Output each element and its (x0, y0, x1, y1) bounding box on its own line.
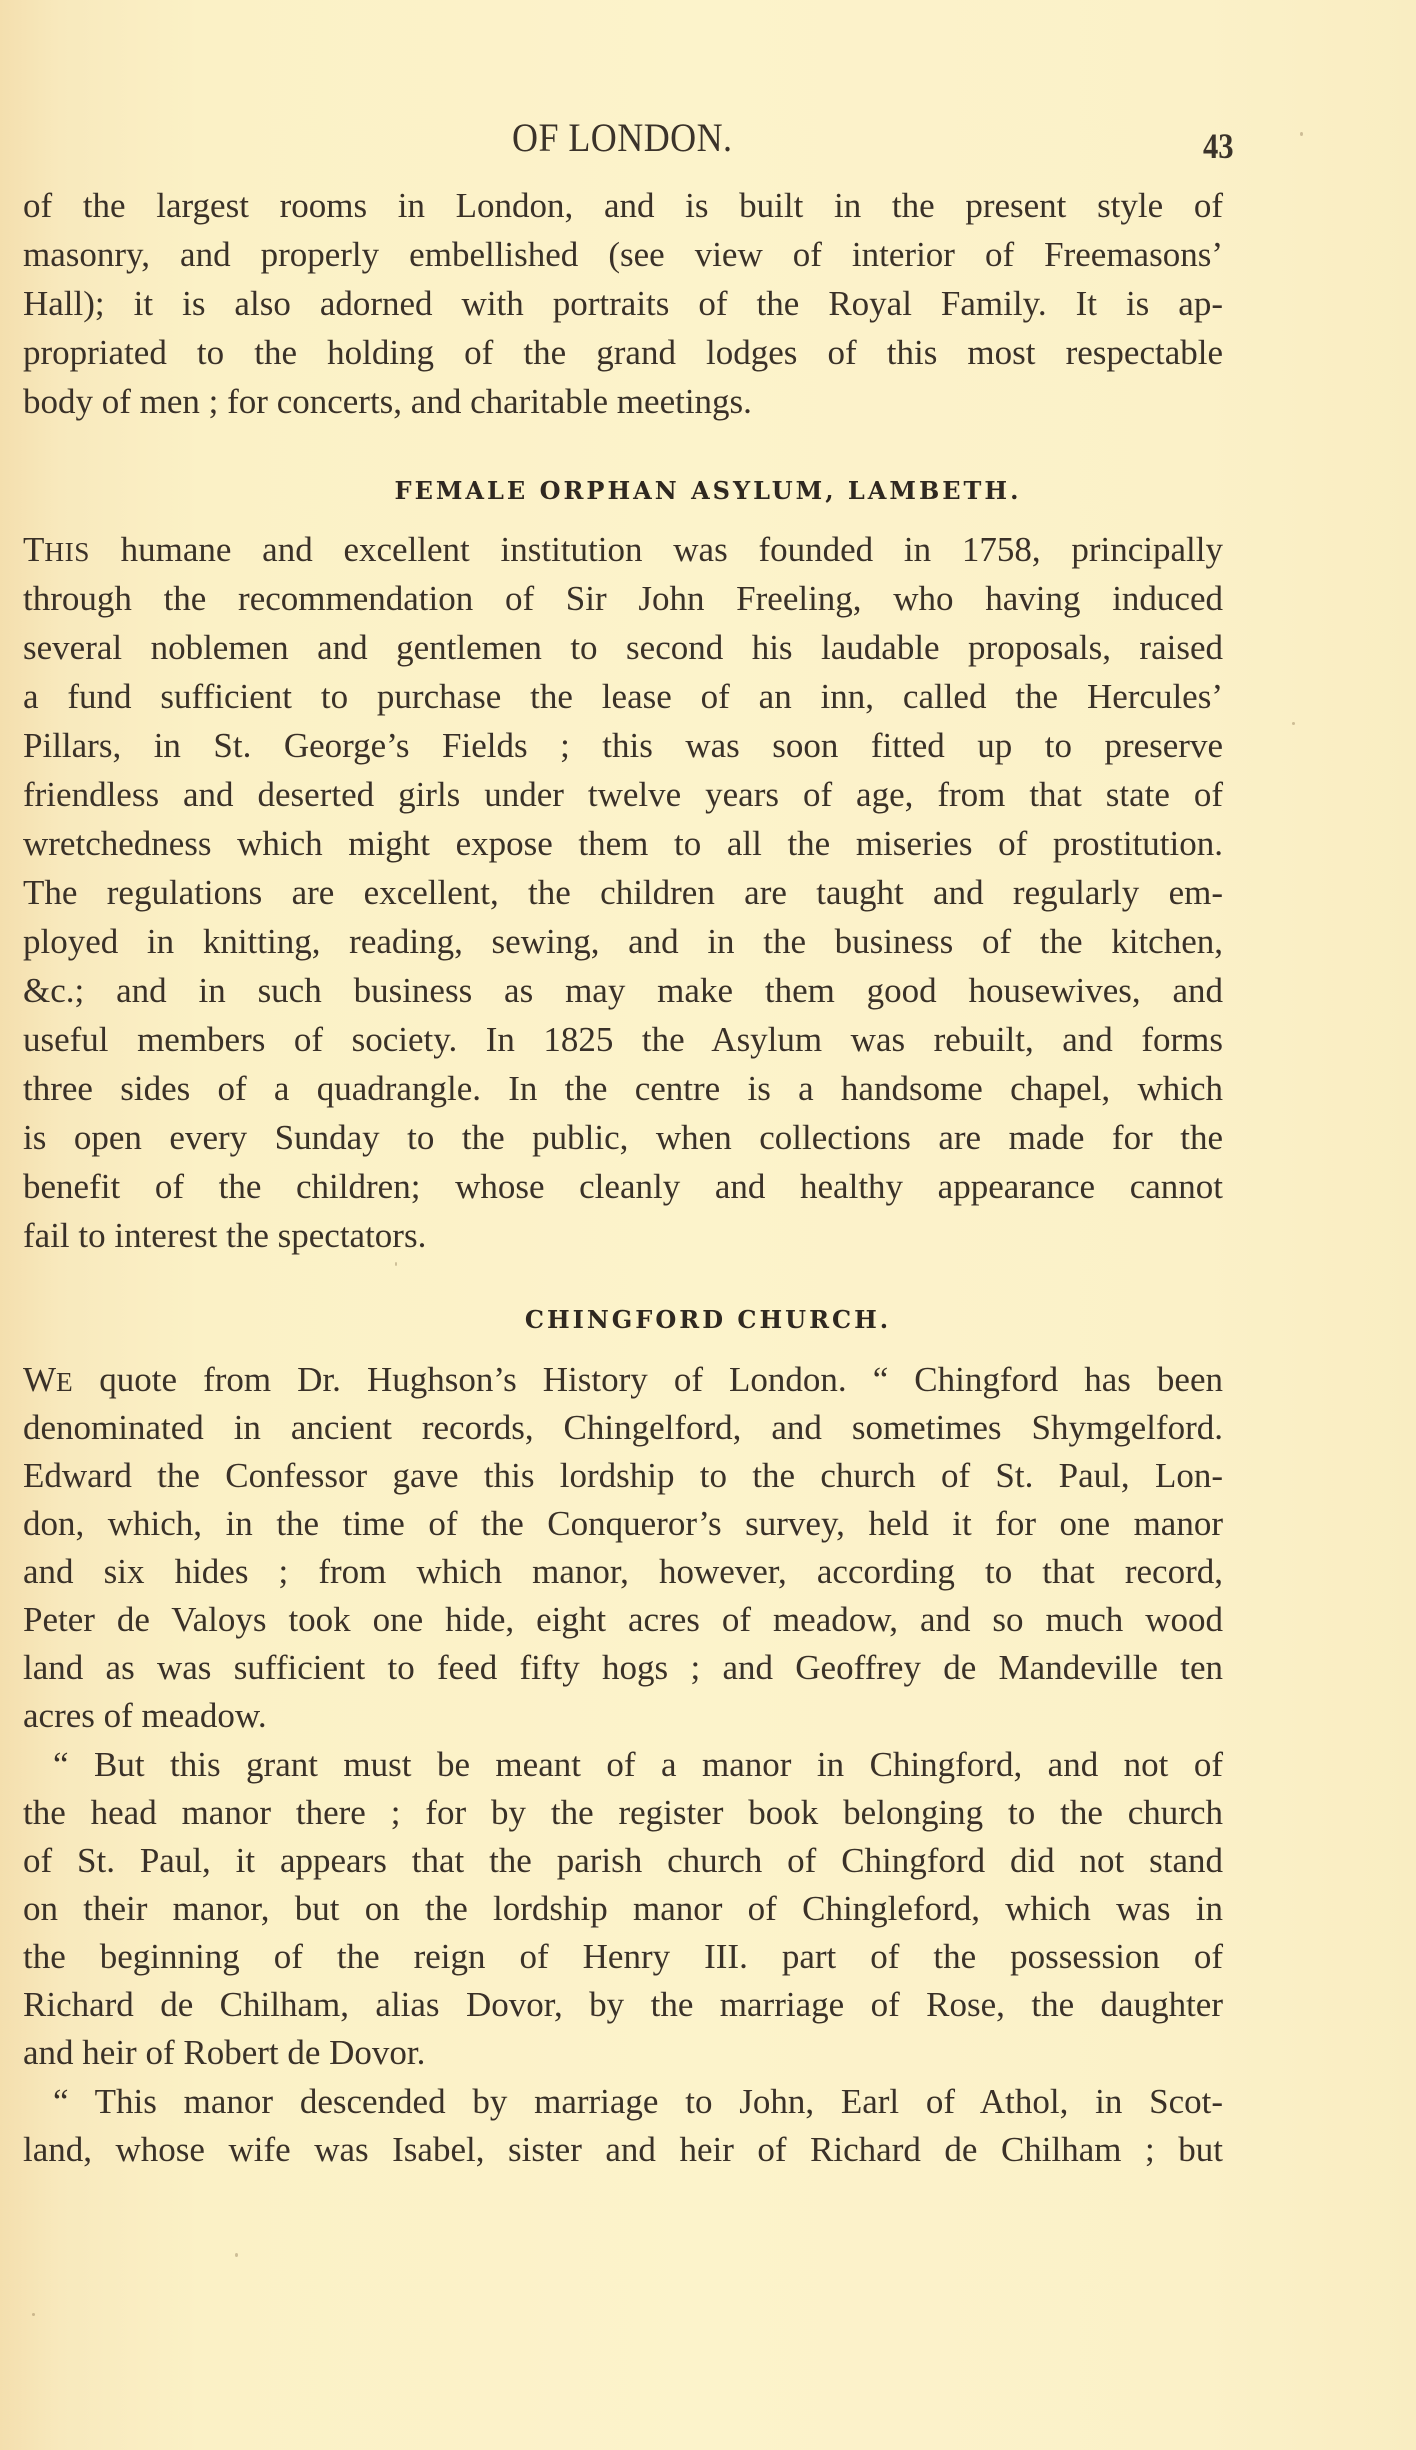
text-line: a fund sufficient to purchase the lease of an inn, called the Hercules’ (23, 677, 1223, 716)
text-line-first (23, 528, 1223, 572)
text-line: denominated in ancient records, Chingelford, and sometimes Shymgelford. (23, 1408, 1223, 1447)
text-line: Pillars, in St. George’s Fields ; this was soon fitted up to preserve (23, 726, 1223, 765)
text-line: of St. Paul, it appears that the parish church of Chingford did not stand (23, 1841, 1223, 1880)
lead-small-caps: E (56, 1367, 74, 1397)
text-line: is open every Sunday to the public, when collections are made for the (23, 1118, 1223, 1157)
text-line: land, whose wife was Isabel, sister and heir of Richard de Chilham ; but (23, 2130, 1223, 2169)
text-line: &c.; and in such business as may make them good housewives, and (23, 971, 1223, 1010)
paper-speck (1292, 722, 1295, 725)
text-line: Peter de Valoys took one hide, eight acres of meadow, and so much wood (23, 1600, 1223, 1639)
text-line: land as was sufficient to feed fifty hogs ; and Geoffrey de Mandeville ten (23, 1648, 1223, 1687)
text-line: acres of meadow. (23, 1696, 267, 1735)
paper-speck (235, 2253, 238, 2257)
text-line: three sides of a quadrangle. In the centre is a handsome chapel, which (23, 1069, 1223, 1108)
text-line: the head manor there ; for by the register book belonging to the church (23, 1793, 1223, 1832)
text-line: through the recommendation of Sir John Freeling, who having induced (23, 579, 1223, 618)
running-title: OF LONDON. (512, 115, 733, 160)
text-line: wretchedness which might expose them to all the miseries of prostitution. (23, 824, 1223, 863)
section-heading-chingford-church: CHINGFORD CHURCH. (524, 1305, 892, 1334)
lead-initial: T (23, 530, 45, 569)
text-line-first (23, 1358, 1223, 1402)
first-line-rest: humane and excellent institution was founded in 1758, principally (89, 530, 1223, 569)
text-line: several noblemen and gentlemen to second his laudable proposals, raised (23, 628, 1223, 667)
page-number: 43 (1203, 126, 1234, 166)
first-line-rest: quote from Dr. Hughson’s History of London. “ Chingford has been (73, 1360, 1223, 1399)
text-line: and heir of Robert de Dovor. (23, 2033, 426, 2072)
text-line: of the largest rooms in London, and is built in the present style of (23, 186, 1223, 225)
running-head (0, 115, 1416, 166)
text-line: propriated to the holding of the grand lodges of this most respectable (23, 333, 1223, 372)
paper-speck (1300, 132, 1303, 136)
text-line: body of men ; for concerts, and charitable meetings. (23, 382, 752, 421)
section-heading-female-orphan-asylum: FEMALE ORPHAN ASYLUM, LAMBETH. (394, 476, 1022, 505)
text-line: Richard de Chilham, alias Dovor, by the marriage of Rose, the daughter (23, 1985, 1223, 2024)
text-line: and six hides ; from which manor, however, according to that record, (23, 1552, 1223, 1591)
text-line: masonry, and properly embellished (see view of interior of Freemasons’ (23, 235, 1223, 274)
text-line: the beginning of the reign of Henry III. part of the possession of (23, 1937, 1223, 1976)
text-line: ployed in knitting, reading, sewing, and in the business of the kitchen, (23, 922, 1223, 961)
text-line: “ But this grant must be meant of a manor in Chingford, and not of (53, 1745, 1223, 1784)
text-line: useful members of society. In 1825 the Asylum was rebuilt, and forms (23, 1020, 1223, 1059)
paper-speck (32, 2313, 35, 2316)
text-line: don, which, in the time of the Conqueror’s survey, held it for one manor (23, 1504, 1223, 1543)
text-line: fail to interest the spectators. (23, 1216, 427, 1255)
text-line: friendless and deserted girls under twelve years of age, from that state of (23, 775, 1223, 814)
text-line: on their manor, but on the lordship manor of Chingleford, which was in (23, 1889, 1223, 1928)
text-line: “ This manor descended by marriage to John, Earl of Athol, in Scot- (53, 2082, 1223, 2121)
text-line: benefit of the children; whose cleanly and healthy appearance cannot (23, 1167, 1223, 1206)
paper-speck (395, 1262, 397, 1266)
lead-small-caps: HIS (44, 537, 90, 567)
text-line: The regulations are excellent, the children are taught and regularly em- (23, 873, 1223, 912)
text-line: Hall); it is also adorned with portraits of the Royal Family. It is ap- (23, 284, 1223, 323)
lead-initial: W (23, 1360, 57, 1399)
text-line: Edward the Confessor gave this lordship to the church of St. Paul, Lon- (23, 1456, 1223, 1495)
